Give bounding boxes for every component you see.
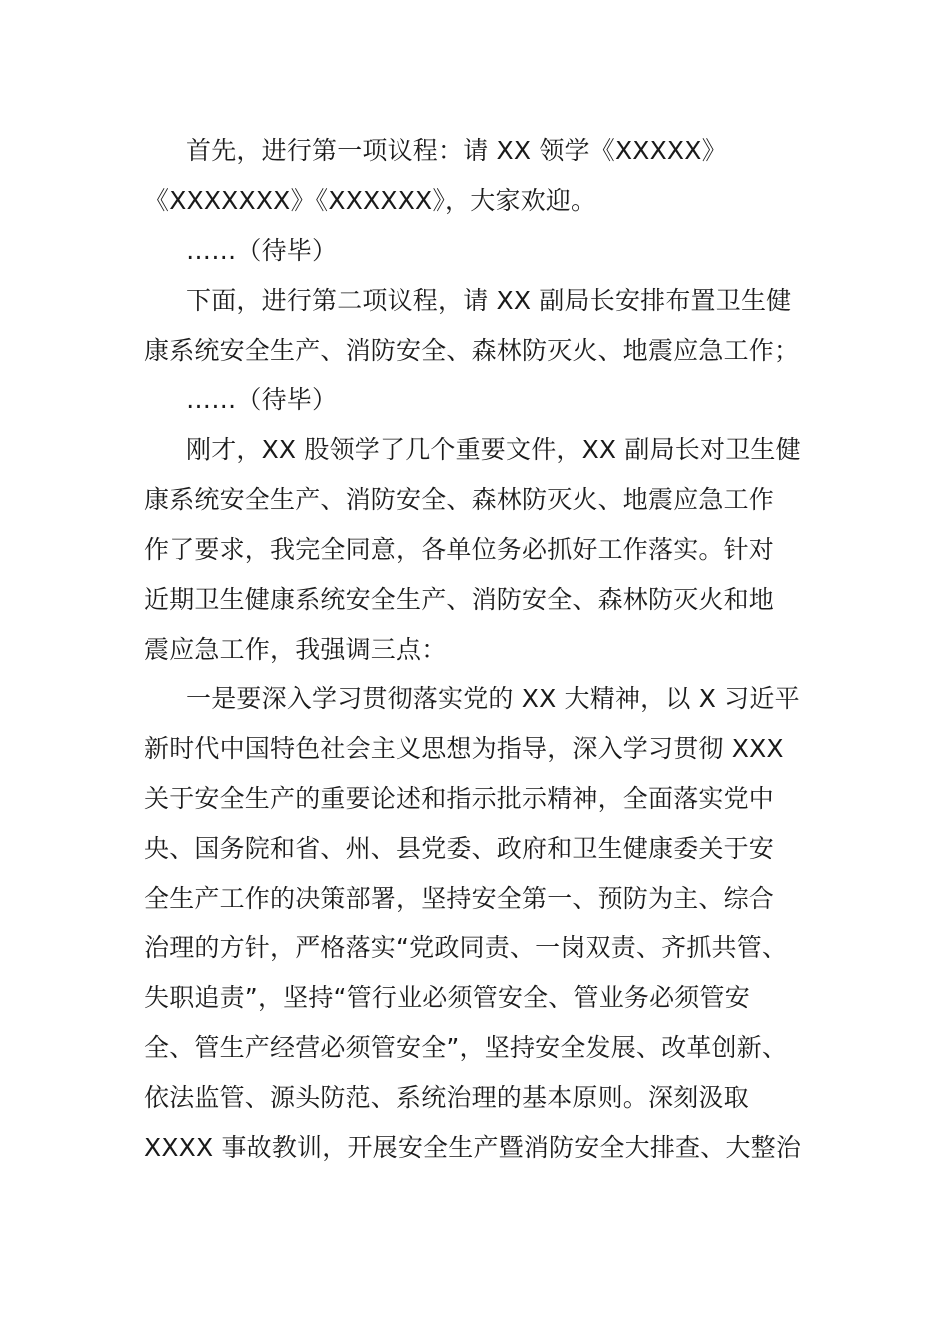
- paragraph-line: 治理的方针，严格落实“党政同责、一岗双责、齐抓共管、: [144, 933, 788, 962]
- paragraph-line: ……（待毕）: [186, 236, 338, 265]
- paragraph-line: 康系统安全生产、消防安全、森林防灭火、地震应急工作: [144, 485, 775, 514]
- paragraph-line: 央、国务院和省、州、县党委、政府和卫生健康委关于安: [144, 834, 775, 863]
- paragraph-line: 新时代中国特色社会主义思想为指导，深入学习贯彻 XXX: [144, 734, 784, 763]
- paragraph-line: 一是要深入学习贯彻落实党的 XX 大精神，以 X 习近平: [186, 684, 800, 713]
- paragraph-line: 关于安全生产的重要论述和指示批示精神，全面落实党中: [144, 784, 775, 813]
- paragraph-line: 《XXXXXXX》《XXXXXX》，大家欢迎。: [144, 186, 597, 215]
- paragraph-line: 近期卫生健康系统安全生产、消防安全、森林防灭火和地: [144, 585, 775, 614]
- paragraph-line: 康系统安全生产、消防安全、森林防灭火、地震应急工作；: [144, 336, 800, 365]
- paragraph-line: ……（待毕）: [186, 385, 338, 414]
- paragraph-line: 失职追责”，坚持“管行业必须管安全、管业务必须管安: [144, 983, 750, 1012]
- paragraph-line: 震应急工作，我强调三点：: [144, 635, 447, 664]
- paragraph-line: 作了要求，我完全同意，各单位务必抓好工作落实。针对: [144, 535, 775, 564]
- paragraph-line: 下面，进行第二项议程，请 XX 副局长安排布置卫生健: [186, 286, 792, 315]
- paragraph-line: 全、管生产经营必须管安全”，坚持安全发展、改革创新、: [144, 1033, 788, 1062]
- paragraph-line: 依法监管、源头防范、系统治理的基本原则。深刻汲取: [144, 1083, 749, 1112]
- paragraph-line: XXXX 事故教训，开展安全生产暨消防安全大排查、大整治: [144, 1133, 802, 1162]
- paragraph-line: 全生产工作的决策部署，坚持安全第一、预防为主、综合: [144, 884, 775, 913]
- paragraph-line: 首先，进行第一项议程：请 XX 领学《XXXXX》: [186, 136, 727, 165]
- paragraph-line: 刚才，XX 股领学了几个重要文件，XX 副局长对卫生健: [186, 435, 801, 464]
